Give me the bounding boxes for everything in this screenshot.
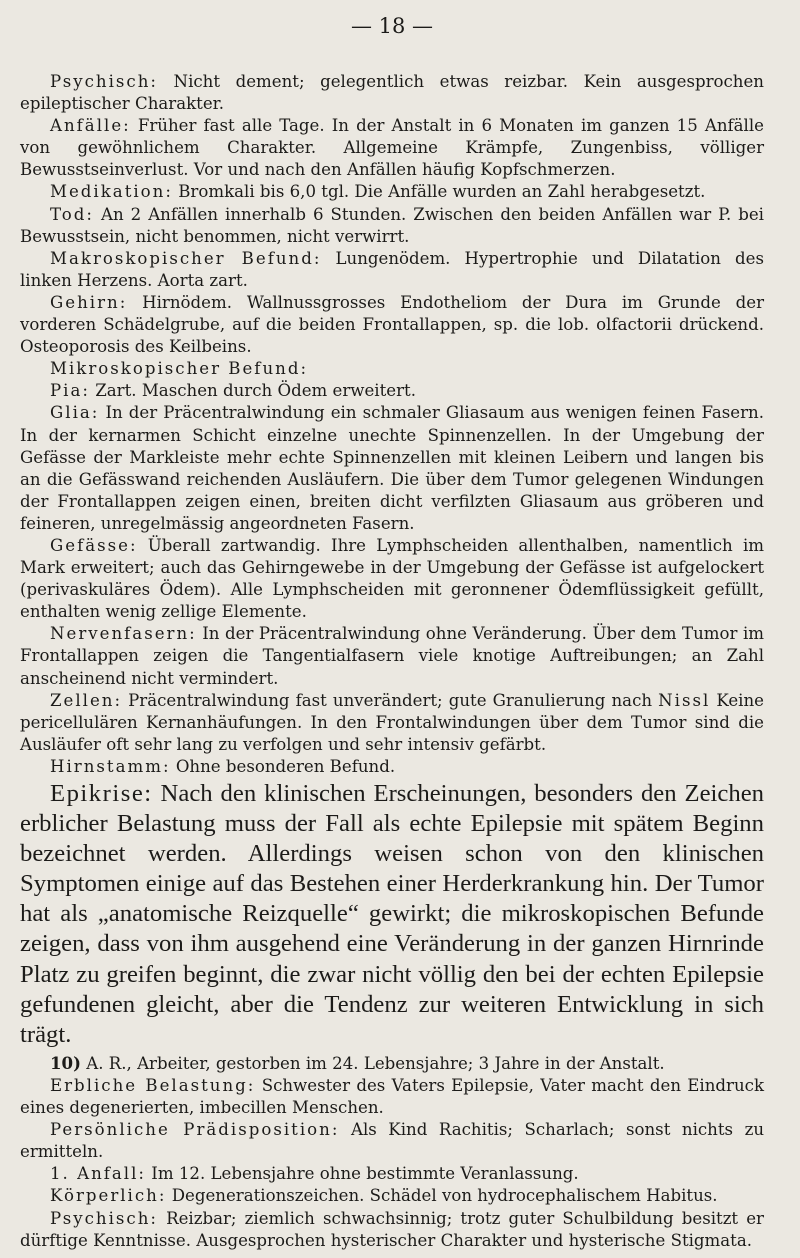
paragraph-tod [20,204,764,248]
paragraph-erster-anfall [20,1163,764,1185]
section-label: Pia: [50,381,90,401]
paragraph-praedisposition [20,1119,764,1163]
section-label: Erbliche Belastung: [50,1075,256,1095]
paragraph-psychisch [20,71,764,115]
case-10-heading [20,1052,764,1075]
section-label: Medikation: [50,182,173,202]
paragraph-text: Im 12. Lebensjahre ohne bestimmte Veranlassung. [146,1164,579,1184]
section-label: Persönliche Prädisposition: [50,1120,340,1140]
paragraph-text: In der Präcentralwindung ohne Veränderung. Über dem Tumor im Frontallappen zeigen die Tangentialfasern viele knotige Auftreibungen; an Zahl anscheinend nicht vermindert. [20,624,764,688]
paragraph-text: Überall zartwandig. Ihre Lymphscheiden allenthalben, namentlich im Mark erweitert; auch das Gehirngewebe in der Umgebung der Gefässe ist aufgelockert (perivaskuläres Ödem). Alle Lymphscheiden mit geronnener Ödemflüssigkeit gefüllt, enthalten wenig zellige Elemente. [20,535,764,622]
section-label: Nervenfasern: [50,624,197,644]
paragraph-text: Als Kind Rachitis; Scharlach; sonst nichts zu ermitteln. [20,1120,765,1162]
case-number: 10) [50,1052,81,1073]
paragraph-nervenfasern [20,623,764,689]
paragraph-pia [20,380,764,402]
section-label: Mikroskopischer Befund: [50,359,309,379]
paragraph-text: Zart. Maschen durch Ödem erweitert. [89,381,416,401]
paragraph-psychisch-2 [20,1208,764,1252]
paragraph-text: Degenerationszeichen. Schädel von hydrocephalischem Habitus. [166,1186,718,1206]
paragraph-hirnstamm [20,756,764,778]
paragraph-text: Hirnödem. Wallnussgrosses Endotheliom der Dura im Grunde der vorderen Schädelgrube, auf die beiden Frontallappen, sp. die lob. olfactorii drückend. Osteoporosis des Keilbeins. [20,292,764,357]
paragraph-text: Schwester des Vaters Epilepsie, Vater macht den Eindruck eines degenerierten, imbecillen Menschen. [20,1075,765,1118]
section-label: 1. Anfall: [50,1164,147,1184]
paragraph-zellen [20,690,764,756]
paragraph-makroskopisch [20,248,764,292]
section-label: Makroskopischer Befund: [50,248,322,268]
section-label: Gefässe: [50,535,138,555]
section-label: Körperlich: [50,1186,167,1206]
paragraph-anfaelle [20,115,764,181]
epikrise-text: Nach den klinischen Erscheinungen, besonders den Zeichen erblicher Belastung muss der Fall als echte Epilepsie mit spätem Beginn bezeichnet werden. Allerdings weisen schon von den klinischen Symptomen einige auf das Bestehen einer Herderkrankung hin. Der Tumor hat als „anatomische Reizquelle“ gewirkt; die mikroskopischen Befunde zeigen, dass von ihm ausgehend eine Veränderung in der ganzen Hirnrinde Platz zu greifen beginnt, die zwar nicht völlig den bei der echten Epilepsie gefundenen gleicht, aber die Tendenz zur weiteren Entwicklung in sich trägt. [20,780,764,1048]
paragraph-mikroskopisch [20,358,764,380]
paragraph-text: Präcentralwindung fast unverändert; gute Granulierung nach [122,690,659,710]
paragraph-text: An 2 Anfällen innerhalb 6 Stunden. Zwischen den beiden Anfällen war P. bei Bewusstsein, nicht benommen, nicht verwirrt. [20,204,764,246]
section-label: Anfälle: [50,116,131,136]
paragraph-text: Keine pericellulären Kernanhäufungen. In den Frontalwindungen über dem Tumor sind die Ausläufer oft sehr lang zu verfolgen und sehr intensiv gefärbt. [20,690,764,754]
paragraph-text: Früher fast alle Tage. In der Anstalt in 6 Monaten im ganzen 15 Anfälle von gewöhnlichem Charakter. Allgemeine Krämpfe, Zungenbiss, völliger Bewusstseinverlust. Vor und nach den Anfällen häufig Kopfschmerzen. [20,116,764,180]
paragraph-gefaesse [20,535,764,623]
paragraph-text: In der Präcentralwindung ein schmaler Gliasaum aus wenigen feinen Fasern. In der kernarmen Schicht einzelne unechte Spinnenzellen. In der Umgebung der Gefässe der Markleiste mehr echte Spinnenzellen mit kleinen Leibern und langen bis an die Gefässwand reichenden Ausläufern. Die über dem Tumor gelegenen Windungen der Frontallappen zeigen einen, breiten dicht verfilzten Gliasaum aus gröberen und feineren, unregelmässig angeordneten Fasern. [20,403,764,533]
paragraph-text: Nicht dement; gelegentlich etwas reizbar. Kein ausgesprochen epileptischer Charakter. [20,72,764,114]
paragraph-koerperlich [20,1185,764,1207]
section-label: Tod: [50,204,94,224]
epikrise-paragraph [20,779,764,1050]
paragraph-text: Bromkali bis 6,0 tgl. Die Anfälle wurden an Zahl herabgesetzt. [172,182,706,202]
section-label: Psychisch: [50,1208,158,1228]
paragraph-glia [20,402,764,535]
epikrise-label: Epikrise: [50,780,153,807]
paragraph-erbliche-belastung [20,1075,764,1119]
case-heading-text: A. R., Arbeiter, gestorben im 24. Lebensjahre; 3 Jahre in der Anstalt. [80,1053,665,1073]
author-name: Nissl [658,690,711,710]
section-label: Zellen: [50,690,123,710]
section-label: Psychisch: [50,72,158,91]
paragraph-gehirn [20,292,764,358]
section-label: Hirnstamm: [50,756,171,776]
paragraph-medikation [20,181,764,203]
section-label: Glia: [50,403,100,423]
paragraph-text: Reizbar; ziemlich schwachsinnig; trotz guter Schulbildung besitzt er dürftige Kenntnisse. Ausgesprochen hysterischer Charakter und hysterische Stigmata. [20,1208,764,1250]
page-number: — 18 — [350,14,434,38]
paragraph-text: Ohne besonderen Befund. [170,756,396,776]
section-label: Gehirn: [50,292,128,312]
paragraph-text: Lungenödem. Hypertrophie und Dilatation des linken Herzens. Aorta zart. [20,248,764,290]
